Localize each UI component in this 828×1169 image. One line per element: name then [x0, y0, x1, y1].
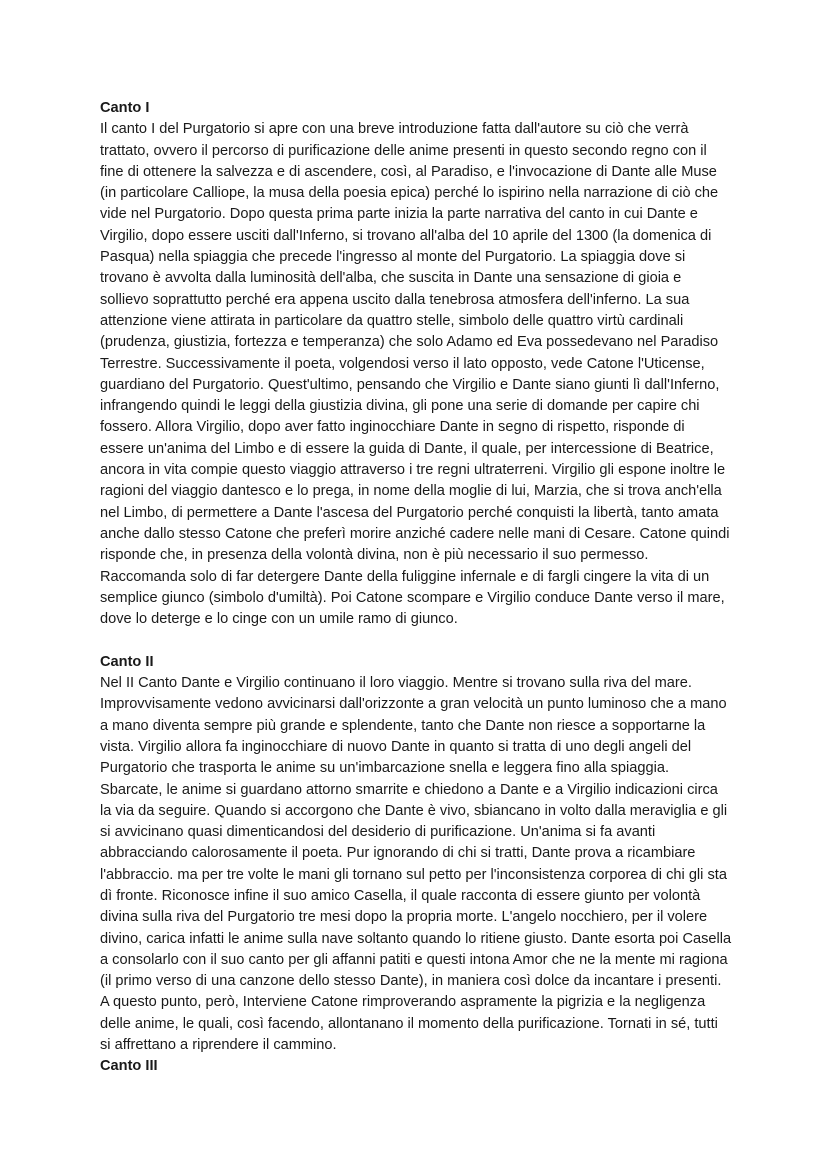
- section-title: Canto I: [100, 100, 150, 116]
- document-page: [100, 98, 732, 1078]
- section-title: Canto III: [100, 1058, 158, 1075]
- section-canto-2: [100, 652, 732, 1057]
- paragraph-gap: [100, 630, 732, 651]
- section-canto-1: [100, 98, 732, 630]
- section-canto-3: [100, 1056, 732, 1077]
- section-paragraph: A questo punto, però, Interviene Catone rimproverando aspramente la pigrizia e la negligenza delle anime, le quali, così facendo, allontanano il momento della purificazione. Tornati in sé, tutti si affrettano a riprendere il cammino.: [100, 994, 718, 1054]
- section-paragraph: Nel II Canto Dante e Virgilio continuano il loro viaggio. Mentre si trovano sulla riva del mare. Improvvisamente vedono avvicinarsi dall'orizzonte a gran velocità un punto luminoso che a mano a mano diventa sempre più grande e splendente, tanto che Dante non riesce a sopportarne la vista. Virgilio allora fa inginocchiare di nuovo Dante in quanto si tratta di uno degli angeli del Purgatorio che trasporta le anime su un'imbarcazione snella e leggera fino alla spiaggia. Sbarcate, le anime si guardano attorno smarrite e chiedono a Dante e a Virgilio indicazioni circa la via da seguire. Quando si accorgono che Dante è vivo, sbiancano in volto dalla meraviglia e gli si avvicinano quasi dimenticandosi del desiderio di purificazione. Un'anima si fa avanti abbracciando calorosamente il poeta. Pur ignorando di chi si tratti, Dante prova a ricambiare l'abbraccio. ma per tre volte le mani gli tornano sul petto per l'inconsistenza corporea di chi gli sta dì fronte. Riconosce infine il suo amico Casella, il quale racconta di essere giunto per volontà divina sulla riva del Purgatorio tre mesi dopo la propria morte. L'angelo nocchiero, per il volere divino, carica infatti le anime sulla nave soltanto quando lo ritiene giusto. Dante esorta poi Casella a consolarlo con il suo canto per gli affanni patiti e questi intona Amor che ne la mente mi ragiona (il primo verso di una canzone dello stesso Dante), in maniera così dolce da incantare i presenti.: [100, 675, 732, 990]
- section-title: Canto II: [100, 653, 154, 670]
- section-paragraph: Il canto I del Purgatorio si apre con una breve introduzione fatta dall'autore su ciò che verrà trattato, ovvero il percorso di purificazione delle anime presenti in questo secondo regno con il fine di ottenere la salvezza e di ascendere, così, al Paradiso, e l'invocazione di Dante alle Muse (in particolare Calliope, la musa della poesia epica) perché lo ispirino nella narrazione di ciò che vide nel Purgatorio. Dopo questa prima parte inizia la parte narrativa del canto in cui Dante e Virgilio, dopo essere usciti dall'Inferno, si trovano all'alba del 10 aprile del 1300 (la domenica di Pasqua) nella spiaggia che precede l'ingresso al monte del Purgatorio. La spiaggia dove si trovano è avvolta dalla luminosità dell'alba, che suscita in Dante una sensazione di gioia e sollievo soprattutto perché era appena uscito dalla tenebrosa atmosfera dell'inferno. La sua attenzione viene attirata in particolare da quattro stelle, simbolo delle quattro virtù cardinali (prudenza, giustizia, fortezza e temperanza) che solo Adamo ed Eva possedevano nel Paradiso Terrestre. Successivamente il poeta, volgendosi verso il lato opposto, vede Catone l'Uticense, guardiano del Purgatorio. Quest'ultimo, pensando che Virgilio e Dante siano giunti lì dall'Inferno, infrangendo quindi le leggi della giustizia divina, gli pone una serie di domande per capire chi fossero. Allora Virgilio, dopo aver fatto inginocchiare Dante in segno di rispetto, risponde di essere un'anima del Limbo e di essere la guida di Dante, il quale, per intercessione di Beatrice, ancora in vita compie questo viaggio attraverso i tre regni ultraterreni. Virgilio gli espone inoltre le ragioni del viaggio dantesco e lo prega, in nome della moglie di lui, Marzia, che si trova anch'ella nel Limbo, di permettere a Dante l'ascesa del Purgatorio perché conquisti la libertà, tanto amata anche dallo stesso Catone che preferì morire anziché cadere nelle mani di Cesare. Catone quindi risponde che, in presenza della volontà divina, non è più necessario il suo permesso. Raccomanda solo di far detergere Dante della fuliggine infernale e di fargli cingere la vita di un semplice giunco (simbolo d'umiltà). Poi Catone scompare e Virgilio conduce Dante verso il mare, dove lo deterge e lo cinge con un umile ramo di giunco.: [100, 121, 730, 628]
